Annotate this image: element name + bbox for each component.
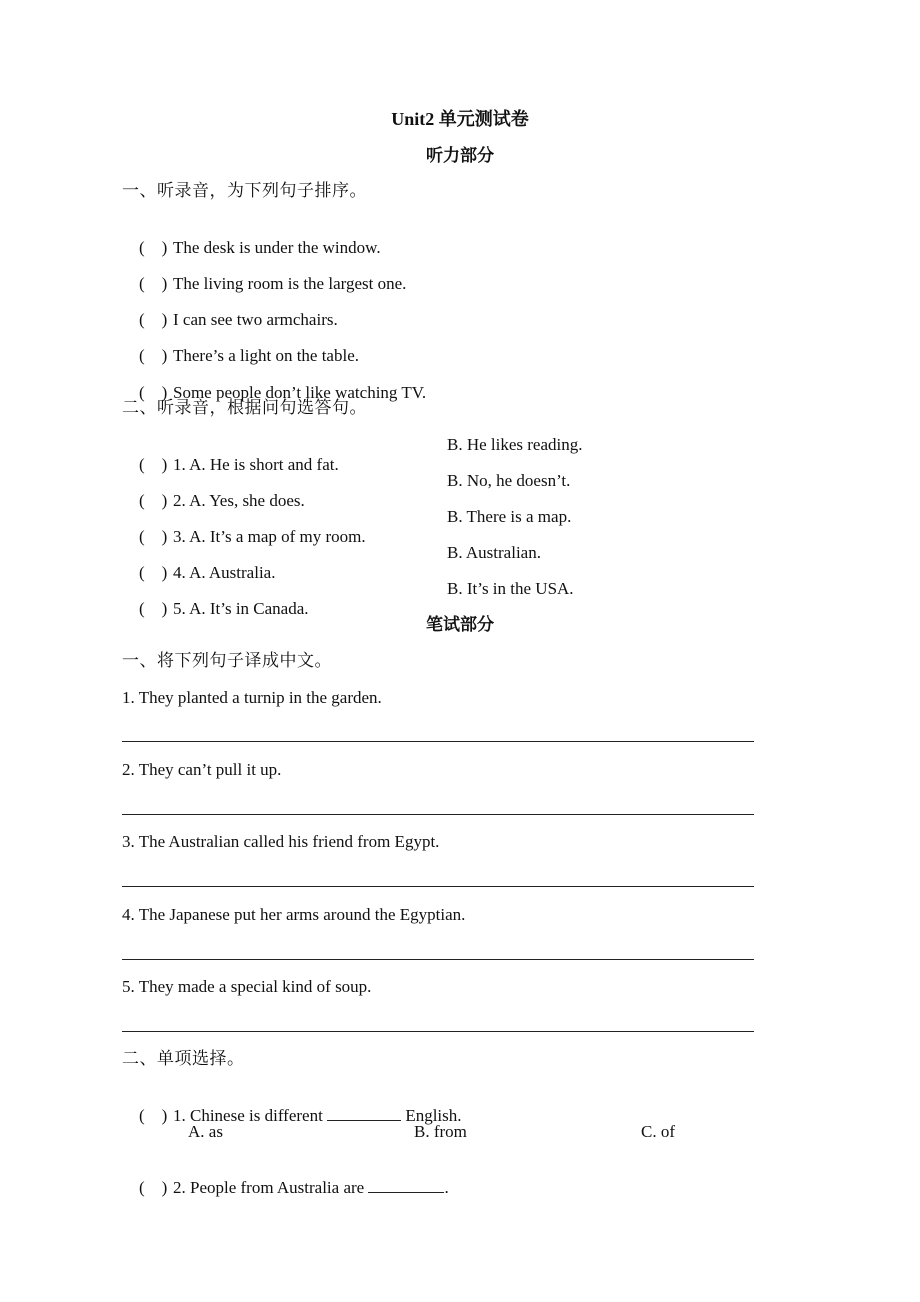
mc-question-suffix: . [444,1178,449,1197]
answer-parens: ( ) [139,527,168,546]
answer-parens: ( ) [139,455,168,474]
answer-parens: ( ) [139,491,168,510]
answer-parens: ( ) [139,274,168,293]
choice-b: B. It’s in the USA. [447,579,574,598]
choice-num: 1. [173,455,186,474]
answer-parens: ( ) [139,563,168,582]
answer-parens: ( ) [139,346,168,365]
answer-parens: ( ) [139,238,168,257]
listening-part1-heading: 一、听录音，为下列句子排序。 [122,181,367,200]
answer-line[interactable] [122,959,754,960]
page-title: Unit2 单元测试卷 [391,109,529,129]
mc-option-b: B. from [414,1122,467,1141]
answer-line[interactable] [122,886,754,887]
answer-line[interactable] [122,814,754,815]
translate-item: 1. They planted a turnip in the garden. [122,688,382,707]
writing-part1-heading: 一、将下列句子译成中文。 [122,651,332,670]
fill-blank[interactable] [327,1106,401,1121]
order-item-text: The living room is the largest one. [173,274,407,293]
mc-question-prefix: 1. Chinese is different [173,1106,323,1125]
choice-b: B. There is a map. [447,507,572,526]
answer-parens: ( ) [139,1106,168,1125]
writing-section-title: 笔试部分 [426,615,494,634]
answer-parens: ( ) [139,1178,168,1197]
choice-a: A. He is short and fat. [189,455,339,474]
translate-item: 4. The Japanese put her arms around the Egyptian. [122,905,466,924]
answer-line[interactable] [122,1031,754,1032]
choice-num: 5. [173,599,186,618]
mc-option-a: A. as [188,1122,223,1141]
choice-b: B. No, he doesn’t. [447,471,571,490]
choice-b: B. He likes reading. [447,435,583,454]
choice-num: 3. [173,527,186,546]
writing-part2-heading: 二、单项选择。 [122,1049,245,1068]
order-item-text: Some people don’t like watching TV. [173,383,427,402]
choice-b: B. Australian. [447,543,541,562]
choice-a: A. It’s in Canada. [189,599,309,618]
order-item-text: There’s a light on the table. [173,346,359,365]
translate-item: 5. They made a special kind of soup. [122,977,372,996]
answer-parens: ( ) [139,383,168,402]
mc-question-suffix: English. [405,1106,462,1125]
listening-part2-heading: 二、听录音，根据问句选答句。 [122,398,367,417]
answer-parens: ( ) [139,310,168,329]
answer-line[interactable] [122,741,754,742]
choice-a: A. Yes, she does. [189,491,305,510]
fill-blank[interactable] [368,1178,444,1193]
choice-a: A. Australia. [189,563,276,582]
mc-question [122,1086,462,1146]
mc-question-prefix: 2. People from Australia are [173,1178,365,1197]
mc-option-c: C. of [641,1122,675,1141]
choice-num: 2. [173,491,186,510]
mc-question [122,1158,449,1218]
translate-item: 2. They can’t pull it up. [122,760,282,779]
listening-section-title: 听力部分 [426,146,494,165]
answer-parens: ( ) [139,599,168,618]
order-item-text: The desk is under the window. [173,238,381,257]
order-item-text: I can see two armchairs. [173,310,338,329]
translate-item: 3. The Australian called his friend from Egypt. [122,832,440,851]
choice-num: 4. [173,563,186,582]
choice-a: A. It’s a map of my room. [189,527,366,546]
